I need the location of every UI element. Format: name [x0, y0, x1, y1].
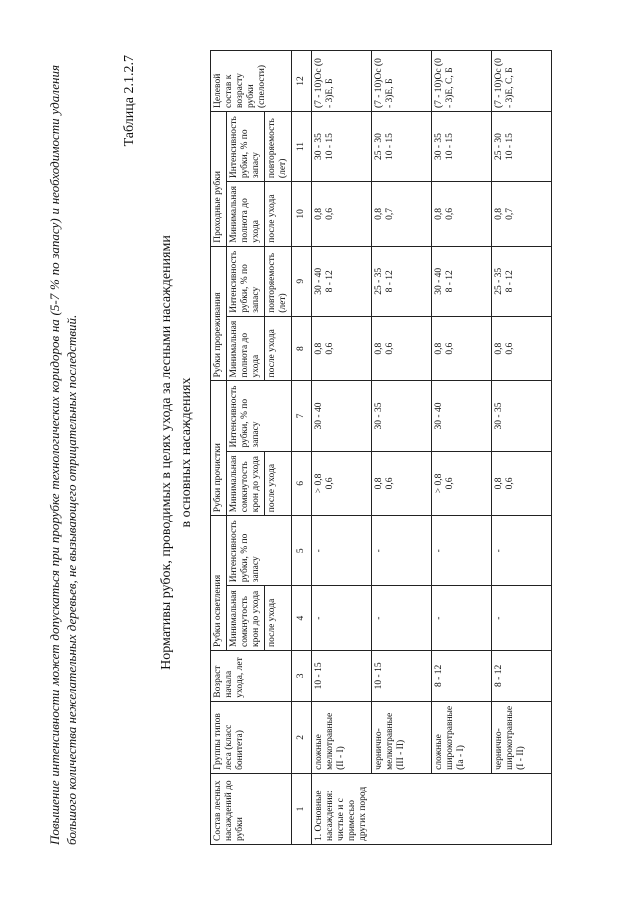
table-row	[312, 51, 372, 845]
header-after: после ухода	[265, 451, 292, 516]
norms-table	[210, 50, 552, 845]
table-row	[372, 51, 432, 845]
column-number: 3	[292, 650, 312, 701]
cell-prohod-min: 0,8 0,6	[312, 182, 372, 247]
cell-proch-min: 0,8 0,6	[492, 451, 552, 516]
cell-age: 10 - 15	[372, 650, 432, 701]
cell-group: сложные широкотравные (Iа - I)	[432, 701, 492, 773]
table-title: Нормативы рубок, проводимых в целях ухода за лесными насаждениями	[159, 235, 174, 670]
header-intensity: Интенсивность рубки, % по запасу	[227, 112, 265, 182]
column-number: 7	[292, 381, 312, 451]
cell-prorezh-min: 0,8 0,6	[312, 316, 372, 381]
column-number: 4	[292, 586, 312, 651]
cell-osv-int: -	[432, 516, 492, 586]
header-prohodnye: Проходные рубки	[211, 112, 227, 247]
cell-prohod-int: 25 - 30 10 - 15	[372, 112, 432, 182]
cell-prorezh-int: 30 - 40 8 - 12	[312, 246, 372, 316]
cell-target: (7 - 10)Ос (0 - 3)Е, Б	[312, 51, 372, 112]
header-repeat: повторяемость (лет)	[265, 246, 292, 316]
column-number: 6	[292, 451, 312, 516]
cell-osv-min: -	[372, 586, 432, 651]
cell-composition: 1. Основные насаждения: чистые и с примесью других пород	[312, 773, 552, 844]
cell-group: чернично-широкотравные (I - II)	[492, 701, 552, 773]
cell-proch-min: 0,8 0,6	[372, 451, 432, 516]
cell-prohod-int: 30 - 35 10 - 15	[312, 112, 372, 182]
column-number: 9	[292, 246, 312, 316]
cell-group: чернично-мелкотравные (III - II)	[372, 701, 432, 773]
cell-osv-int: -	[492, 516, 552, 586]
header-prochistka: Рубки прочистки	[211, 381, 227, 516]
cell-osv-min: -	[432, 586, 492, 651]
table-subtitle: в основных насаждениях	[179, 377, 194, 528]
table-row	[432, 51, 492, 845]
header-osvetlenie: Рубки осветления	[211, 516, 227, 651]
header-row-1	[211, 51, 227, 845]
cell-prohod-int: 25 - 30 10 - 15	[492, 112, 552, 182]
cell-proch-min: > 0,8 0,6	[312, 451, 372, 516]
header-intensity: Интенсивность рубки, % по запасу	[227, 381, 292, 451]
cell-age: 10 - 15	[312, 650, 372, 701]
cell-proch-int: 30 - 40	[312, 381, 372, 451]
cell-age: 8 - 12	[432, 650, 492, 701]
column-number: 11	[292, 112, 312, 182]
table-body	[312, 51, 552, 845]
header-after: после ухода	[265, 316, 292, 381]
cell-proch-int: 30 - 40	[432, 381, 492, 451]
column-number: 5	[292, 516, 312, 586]
column-number: 12	[292, 51, 312, 112]
header-intensity: Интенсивность рубки, % по запасу	[227, 516, 292, 586]
cell-prorezh-min: 0,8 0,6	[492, 316, 552, 381]
cell-prorezh-min: 0,8 0,6	[432, 316, 492, 381]
header-min-closure: Минимальная сомкнутость крон до ухода	[227, 586, 265, 651]
column-numbers-row	[292, 51, 312, 845]
cell-target: (7 - 10)Ос (0 - 3)Е, Б	[372, 51, 432, 112]
header-after: после ухода	[265, 586, 292, 651]
table-number: Таблица 2.1.2.7	[122, 55, 137, 147]
column-number: 10	[292, 182, 312, 247]
column-number: 1	[292, 773, 312, 844]
cell-osv-int: -	[312, 516, 372, 586]
cell-proch-min: > 0,8 0,6	[432, 451, 492, 516]
cell-osv-min: -	[312, 586, 372, 651]
cell-prorezh-int: 25 - 35 8 - 12	[372, 246, 432, 316]
intro-paragraph: Повышение интенсивности может допускаться при прорубке технологических коридоров на (5-7 % по запасу) и необходимости удаления большого количества нежелательных деревьев, не вызывающего отрицательных последствий.	[47, 65, 79, 845]
cell-prohod-min: 0,8 0,7	[492, 182, 552, 247]
cell-osv-min: -	[492, 586, 552, 651]
cell-group: сложные мелкотравные (II - I)	[312, 701, 372, 773]
header-start-age: Возраст начала ухода, лет	[211, 650, 292, 701]
cell-prohod-int: 30 - 35 10 - 15	[432, 112, 492, 182]
header-composition: Состав лесных насаждений до рубки	[211, 773, 292, 844]
cell-osv-int: -	[372, 516, 432, 586]
cell-prorezh-int: 25 - 35 8 - 12	[492, 246, 552, 316]
header-after: после ухода	[265, 182, 292, 247]
cell-target: (7 - 10)Ос (0 - 3)Е, С, Б	[492, 51, 552, 112]
cell-age: 8 - 12	[492, 650, 552, 701]
column-number: 8	[292, 316, 312, 381]
cell-target: (7 - 10)Ос (0 - 3)Е, С, Б	[432, 51, 492, 112]
cell-prorezh-min: 0,8 0,6	[372, 316, 432, 381]
header-intensity: Интенсивность рубки, % по запасу	[227, 246, 265, 316]
header-min-density: Минимальная полнота до ухода	[227, 182, 265, 247]
header-prorezhivanie: Рубки прореживания	[211, 246, 227, 381]
cell-prohod-min: 0,8 0,6	[432, 182, 492, 247]
column-number: 2	[292, 701, 312, 773]
cell-proch-int: 30 - 35	[492, 381, 552, 451]
table-row	[492, 51, 552, 845]
header-repeat: повторяемость (лет)	[265, 112, 292, 182]
cell-prohod-min: 0,8 0,7	[372, 182, 432, 247]
header-target-composition: Целевой состав к возрасту рубки (спелости)	[211, 51, 292, 112]
header-forest-group: Группы типов леса (класс бонитета)	[211, 701, 292, 773]
cell-proch-int: 30 - 35	[372, 381, 432, 451]
cell-prorezh-int: 30 - 40 8 - 12	[432, 246, 492, 316]
header-min-density: Минимальная полнота до ухода	[227, 316, 265, 381]
header-min-closure: Минимальная сомкнутость крон до ухода	[227, 451, 265, 516]
